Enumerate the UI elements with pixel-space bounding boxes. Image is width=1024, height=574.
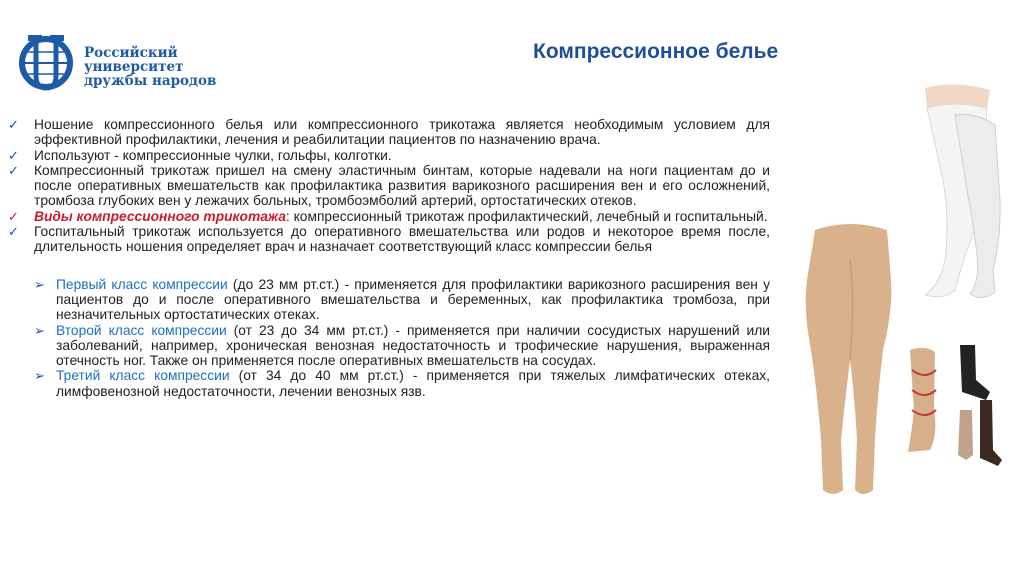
compression-socks-image xyxy=(900,340,1010,470)
content-area xyxy=(8,117,770,399)
bullet-item xyxy=(8,163,770,209)
class-item xyxy=(34,323,770,369)
class-item xyxy=(34,368,770,399)
compression-classes xyxy=(8,277,770,399)
highlight-text: Виды компрессионного трикотажа xyxy=(34,208,286,224)
beige-tights-image xyxy=(795,210,905,500)
university-logo xyxy=(14,32,274,102)
bullet-text: Госпитальный трикотаж используется до оперативного вмешательства или родов и некоторое время после, длительность ношения определяет врач и назначает соответствующий класс компрессии белья xyxy=(34,224,770,255)
class-name: Второй класс компрессии xyxy=(56,322,227,338)
check-icon: ✓ xyxy=(8,117,19,132)
bullet-text: Ношение компрессионного белья или компрессионного трикотажа является необходимым условием для эффективной профилактики, лечения и реабилитации пациентов по назначению врача. xyxy=(34,117,770,148)
class-name: Первый класс компрессии xyxy=(56,276,228,292)
arrow-icon: ➢ xyxy=(34,276,45,292)
globe-logo-icon xyxy=(14,32,80,94)
class-text: (от 23 до 34 мм рт.ст.) - применяется при наличии сосудистых нарушений или заболеваний, например, хроническая венозная недостаточность и трофические нарушения, выраженная отечность ног. Также он применяется после оперативных вмешательств на сосудах. xyxy=(56,322,771,369)
class-item xyxy=(34,277,770,323)
arrow-icon: ➢ xyxy=(34,322,45,338)
class-name: Третий класс компрессии xyxy=(56,368,230,384)
bullet-item xyxy=(8,209,770,224)
check-icon: ✓ xyxy=(8,208,19,224)
bullet-text: : компрессионный трикотаж профилактический, лечебный и госпитальный. xyxy=(285,208,768,224)
logo-line-2: дружбы народов xyxy=(84,73,217,89)
bullet-item xyxy=(8,117,770,148)
white-stockings-image xyxy=(895,80,1015,305)
check-icon: ✓ xyxy=(8,224,19,240)
bullet-item xyxy=(8,224,770,255)
check-icon: ✓ xyxy=(8,162,19,178)
logo-text xyxy=(84,46,274,88)
logo-line-1: Российский университет xyxy=(84,45,184,75)
class-text: (от 34 до 40 мм рт.ст.) - применяется при тяжелых лимфатических отеках, лимфовенозной недостаточности, лечении венозных язв. xyxy=(56,368,771,399)
arrow-icon: ➢ xyxy=(34,368,45,384)
class-text: (до 23 мм рт.ст.) - применяется для профилактики варикозного расширения вен у пациентов до и после оперативного вмешательства и беременных, как профилактика тромбоза, при незначительных ортостатических отеках. xyxy=(56,276,770,323)
check-icon: ✓ xyxy=(8,147,19,163)
page-title: Компрессионное белье xyxy=(533,40,779,63)
bullet-text: Компрессионный трикотаж пришел на смену эластичным бинтам, которые надевали на ноги пациентам до и после оперативных вмешательств как профилактика развития варикозного расширения вен и его осложнений, тромбоза глубоких вен у лежачих больных, тромбоэмболий артерий, ортостатических отеков. xyxy=(34,162,770,209)
bullet-text: Используют - компрессионные чулки, гольфы, колготки. xyxy=(34,147,392,163)
bullet-item xyxy=(8,148,770,163)
